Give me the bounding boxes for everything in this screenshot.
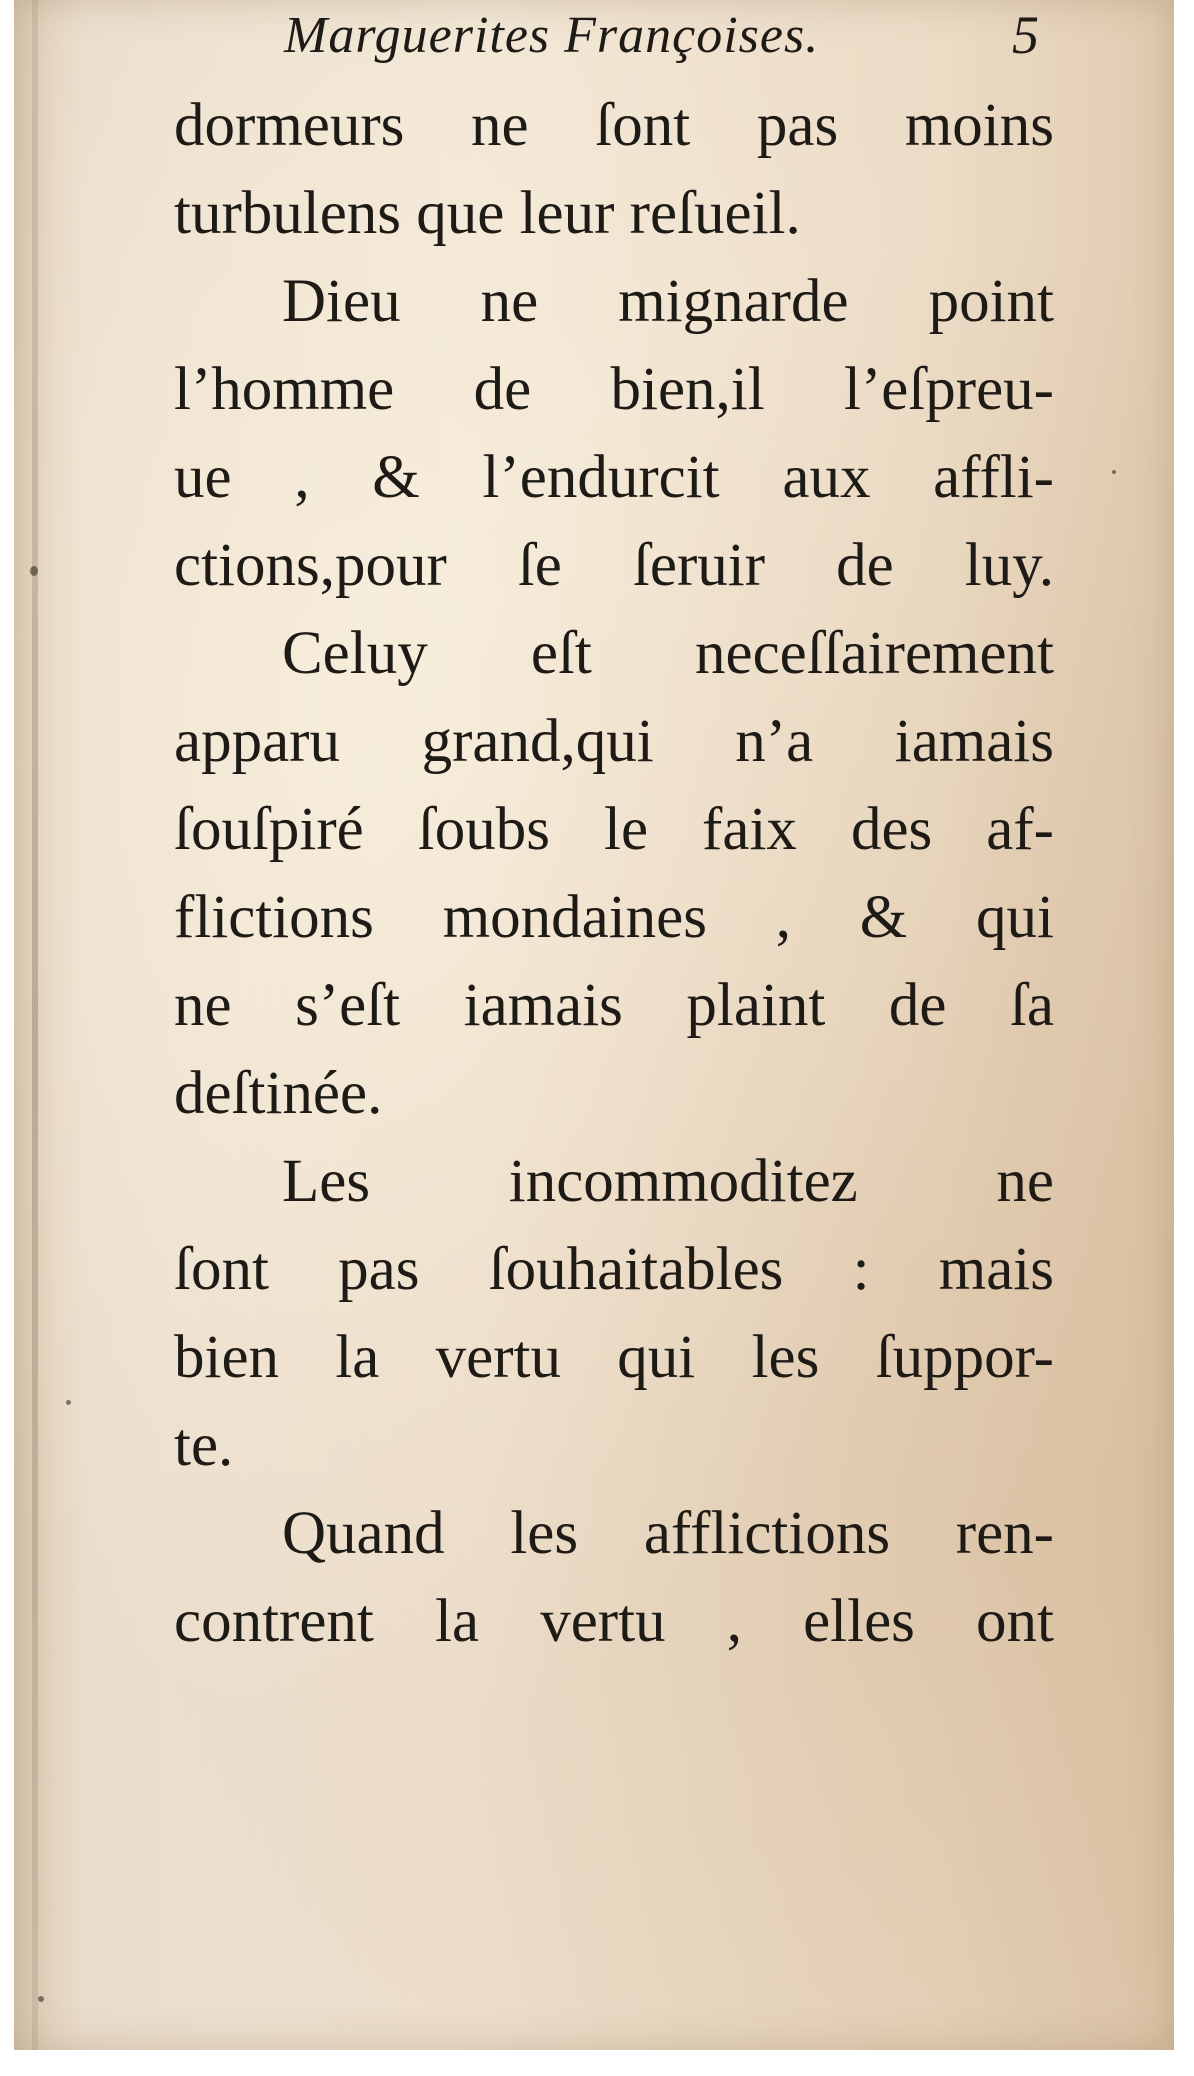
text-line-8: apparu grand,qui n’a iamais xyxy=(174,708,1054,775)
text-line-11: ne s’eſt iamais plaint de ſa xyxy=(174,972,1054,1039)
text-line-2: turbulens que leur reſueil. xyxy=(174,180,801,247)
running-head: Marguerites Françoises. xyxy=(284,7,820,64)
text-line-9: ſouſpiré ſoubs le faix des af- xyxy=(174,796,1054,863)
text-line-15: bien la vertu qui les ſuppor- xyxy=(174,1324,1054,1391)
text-line-12: deſtinée. xyxy=(174,1060,383,1127)
text-line-16: te. xyxy=(174,1412,234,1479)
text-line-1: dormeurs ne ſont pas moins xyxy=(174,92,1054,159)
text-line-4: l’homme de bien,il l’eſpreu- xyxy=(174,356,1054,423)
paper-speck xyxy=(38,1996,44,2002)
text-line-13: Les incommoditez ne xyxy=(282,1148,1054,1215)
paper-speck xyxy=(1112,470,1116,474)
text-line-6: ctions,pour ſe ſeruir de luy. xyxy=(174,532,1054,599)
text-line-18: contrent la vertu , elles ont xyxy=(174,1588,1054,1655)
page-number: 5 xyxy=(1012,5,1039,65)
text-line-14: ſont pas ſouhaitables : mais xyxy=(174,1236,1054,1303)
text-line-5: ue , & l’endurcit aux affli- xyxy=(174,444,1054,511)
text-line-7: Celuy eſt neceſſairement xyxy=(282,620,1054,687)
page-text xyxy=(14,0,1174,2050)
text-line-17: Quand les afflictions ren- xyxy=(282,1500,1054,1567)
paper-speck xyxy=(66,1400,71,1405)
text-line-3: Dieu ne mignarde point xyxy=(282,268,1054,335)
paper-speck xyxy=(30,566,38,576)
book-page xyxy=(14,0,1174,2050)
text-line-10: flictions mondaines , & qui xyxy=(174,884,1054,951)
